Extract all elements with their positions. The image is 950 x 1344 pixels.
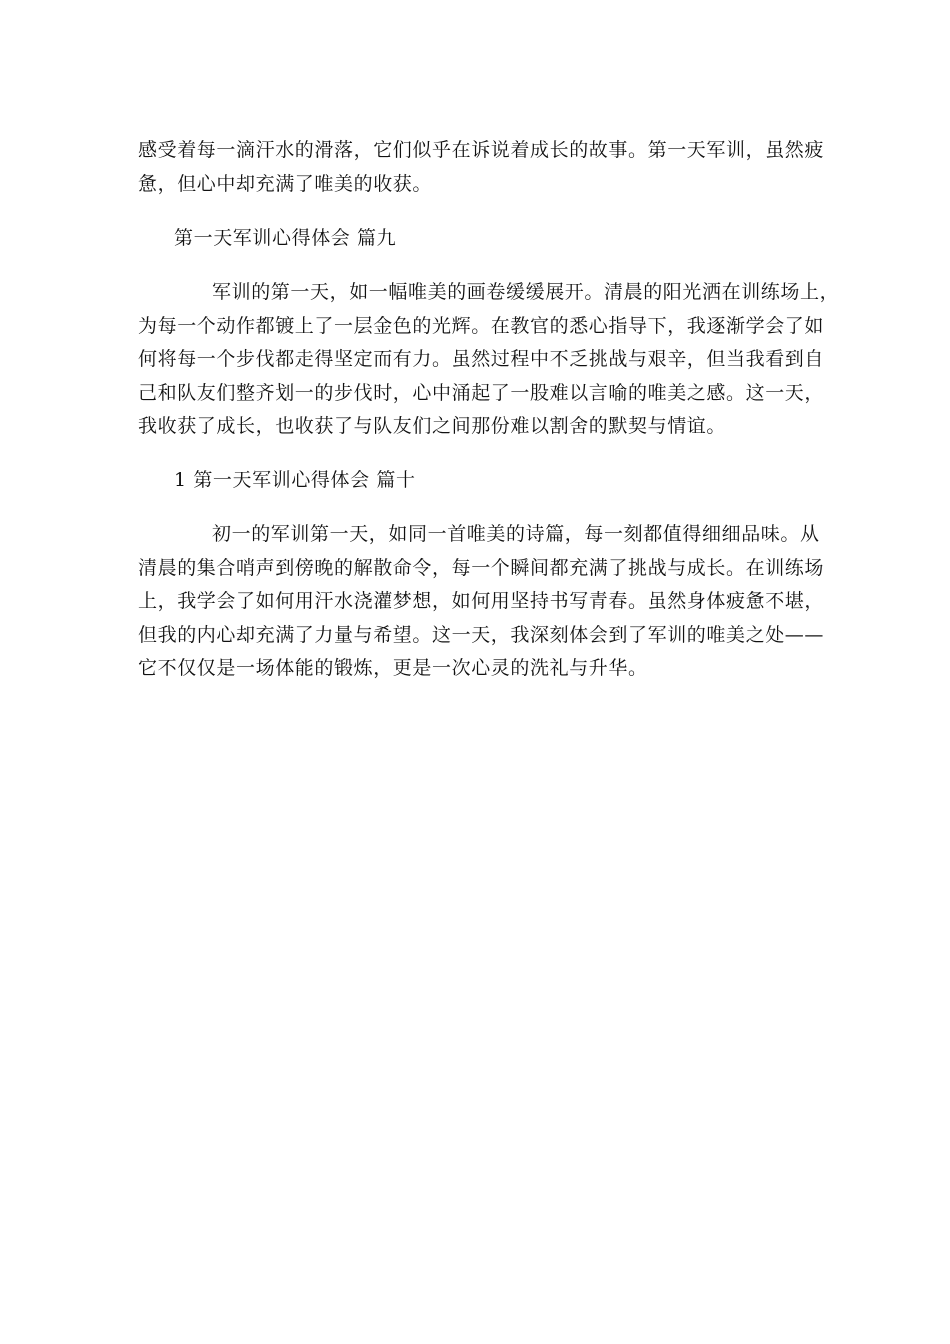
paragraph-line: 清晨的集合哨声到傍晚的解散命令，每一个瞬间都充满了挑战与成长。在训练场 [138,557,825,579]
section-heading: 1 第一天军训心得体会 篇十 [174,469,416,491]
paragraph-line: 惫，但心中却充满了唯美的收获。 [138,173,433,195]
paragraph-line: 感受着每一滴汗水的滑落，它们似乎在诉说着成长的故事。第一天军训，虽然疲 [138,139,825,161]
paragraph-line: 为每一个动作都镀上了一层金色的光辉。在教官的悉心指导下，我逐渐学会了如 [138,315,825,337]
paragraph-line: 我收获了成长，也收获了与队友们之间那份难以割舍的默契与情谊。 [138,415,727,437]
section-heading: 第一天军训心得体会 篇九 [174,227,397,249]
paragraph-line: 但我的内心却充满了力量与希望。这一天，我深刻体会到了军训的唯美之处—— [138,624,825,646]
paragraph-line: 军训的第一天，如一幅唯美的画卷缓缓展开。清晨的阳光洒在训练场上， [212,281,840,303]
paragraph-line: 上，我学会了如何用汗水浇灌梦想，如何用坚持书写青春。虽然身体疲惫不堪， [138,590,825,612]
paragraph-line: 它不仅仅是一场体能的锻炼，更是一次心灵的洗礼与升华。 [138,657,648,679]
paragraph-line: 初一的军训第一天，如同一首唯美的诗篇，每一刻都值得细细品味。从 [212,523,820,545]
paragraph-line: 何将每一个步伐都走得坚定而有力。虽然过程中不乏挑战与艰辛，但当我看到自 [138,348,825,370]
paragraph-line: 己和队友们整齐划一的步伐时，心中涌起了一股难以言喻的唯美之感。这一天， [138,382,825,404]
